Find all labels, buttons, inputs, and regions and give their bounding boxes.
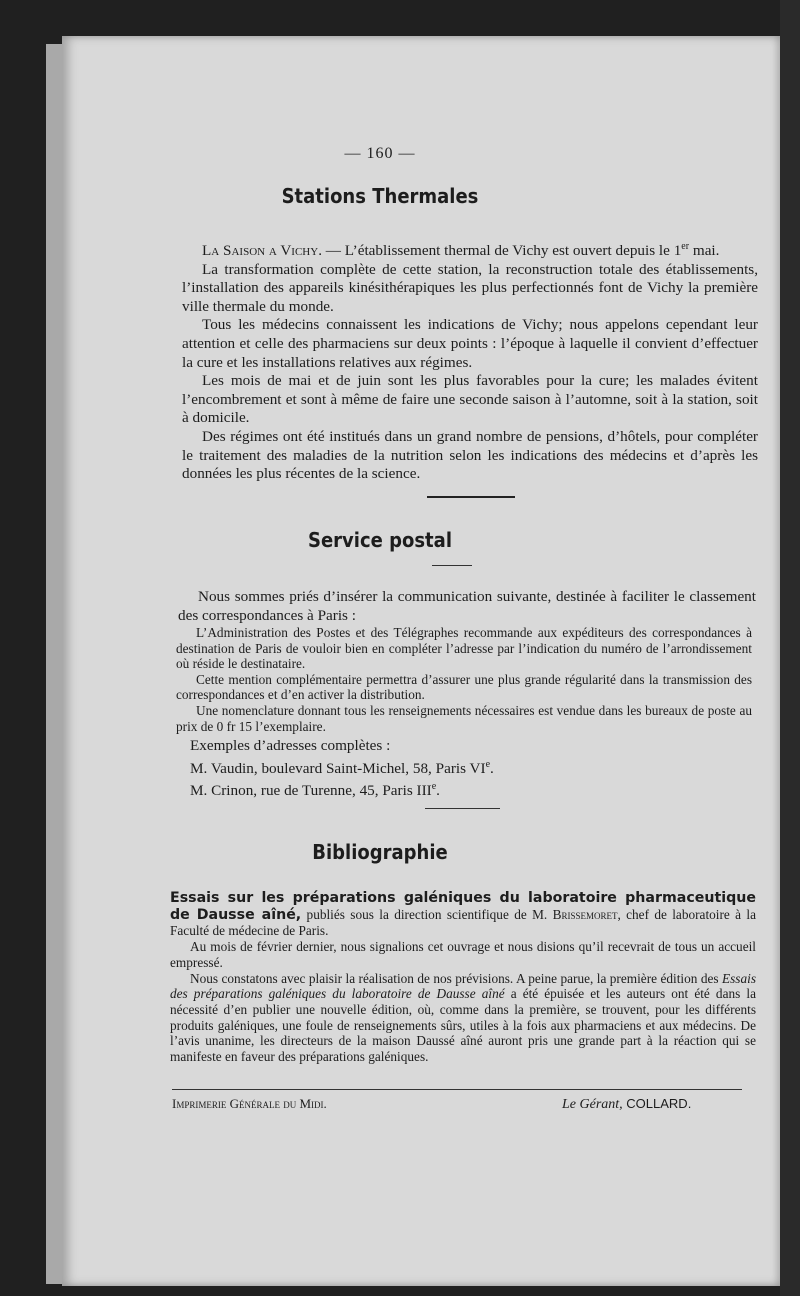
section3-body [170,890,756,1065]
section-title-bibliographie: Bibliographie [312,840,448,865]
section1-body [182,238,758,484]
section1-p1-sup: er [681,241,690,252]
example-2-end: . [436,782,440,800]
section2-q2: Cette mention complémentaire permettra d’assurer une plus grande régularité dans la transmission des correspondances et d’en activer la distribution. [176,671,752,703]
examples-intro: Exemples d’adresses complètes : [190,737,391,754]
section-divider [427,496,515,498]
section2-quote [176,625,752,734]
section1-p5: Des régimes ont été institués dans un grand nombre de pensions, d’hôtels, pour compléter le traitement des maladies de la nutrition selon les indications des médecins et d’après les données les plus récentes de la science. [182,428,758,483]
bib-p3 [170,971,756,1065]
section2-examples [190,737,750,801]
bib-entry-text-a: publiés sous la direction scientifique de M. [301,906,553,922]
section-title-service-postal: Service postal [308,528,452,553]
example-1-text: M. Vaudin, boulevard Saint-Michel, 58, Paris VI [190,759,486,777]
section1-lead: La Saison a Vichy. [202,242,322,260]
section-title-stations-thermales: Stations Thermales [281,184,479,209]
section1-p1-end: mai. [689,242,720,260]
section-divider [425,808,500,809]
page-number: — 160 — [344,145,416,162]
bib-p3-text-a: Nous constatons avec plaisir la réalisation de nos prévisions. A peine parue, la première édition des [190,970,722,986]
footer-printer: Imprimerie Générale du Midi. [172,1096,327,1111]
gerant-name: COLLARD. [622,1096,692,1111]
bib-entry [170,890,756,939]
section2-p1: Nous sommes priés d’insérer la communication suivante, destinée à faciliter le classement des correspondances à Paris : [178,588,756,624]
title-underline [432,565,472,566]
bib-p3-italic: Essais des préparations galéniques du laboratoire de Dausse aîné [170,970,756,1002]
section1-p4: Les mois de mai et de juin sont les plus favorables pour la cure; les malades évitent l’encombrement et sont à même de faire une seconde saison à l’automne, soit à la station, soit à domicile. [182,372,758,427]
section2-q1: L’Administration des Postes et des Télégraphes recommande aux expéditeurs des correspondances à destination de Paris de vouloir bien en compléter l’adresse par l’indication du numéro de l’arrondissement où réside le destinataire. [176,625,752,672]
section2-intro [178,588,756,625]
section1-p2: La transformation complète de cette station, la reconstruction totale des établissements, l’installation des appareils kinésithérapiques les plus perfectionnés font de Vichy la première ville thermale du monde. [182,260,758,315]
gerant-label: Le Gérant, [562,1097,623,1112]
section1-p1-text: — L’établissement thermal de Vichy est ouvert depuis le 1 [322,242,682,260]
example-2-sup: e [431,781,437,793]
example-1-sup: e [485,758,491,770]
footer-gerant [562,1096,691,1113]
bib-author: Brissemoret, [552,906,621,922]
section2-q3: Une nomenclature donnant tous les renseignements nécessaires est vendue dans les bureaux de poste au prix de 0 fr 15 l’exemplaire. [176,702,752,734]
bib-p3-text-b: a été épuisée et les auteurs ont été dans la nécessité d’en publier une nouvelle édition, où, comme dans la première, se trouvent, pour les différents produits galéniques, une foule de renseignements sûrs, utiles à la fois aux pharmaciens et aux médecins. De l’avis unanime, les directeurs de la maison Daussé aîné auront pris une grande part à la réaction qui se manifeste en faveur des préparations galéniques. [170,986,756,1065]
section1-p3: Tous les médecins connaissent les indications de Vichy; nous appelons cependant leur attention et celle des pharmaciens sur deux points : l’époque à laquelle il convient d’effectuer la cure et les installations relatives aux régimes. [182,316,758,371]
example-1 [190,756,750,779]
example-2 [190,778,750,801]
binding-strip [780,0,800,1296]
section1-p1 [182,238,758,261]
book-title: Essais sur les préparations galéniques du laboratoire pharmaceutique de Dausse aîné, [170,890,756,923]
bib-p2: Au mois de février dernier, nous signalions cet ouvrage et nous disions qu’il recevrait de tous un accueil empressé. [170,939,756,970]
example-1-end: . [490,759,494,777]
example-2-text: M. Crinon, rue de Turenne, 45, Paris III [190,782,432,800]
bib-entry-text-b: chef de laboratoire à la Faculté de médecine de Paris. [170,906,757,939]
footer-rule [172,1089,742,1090]
